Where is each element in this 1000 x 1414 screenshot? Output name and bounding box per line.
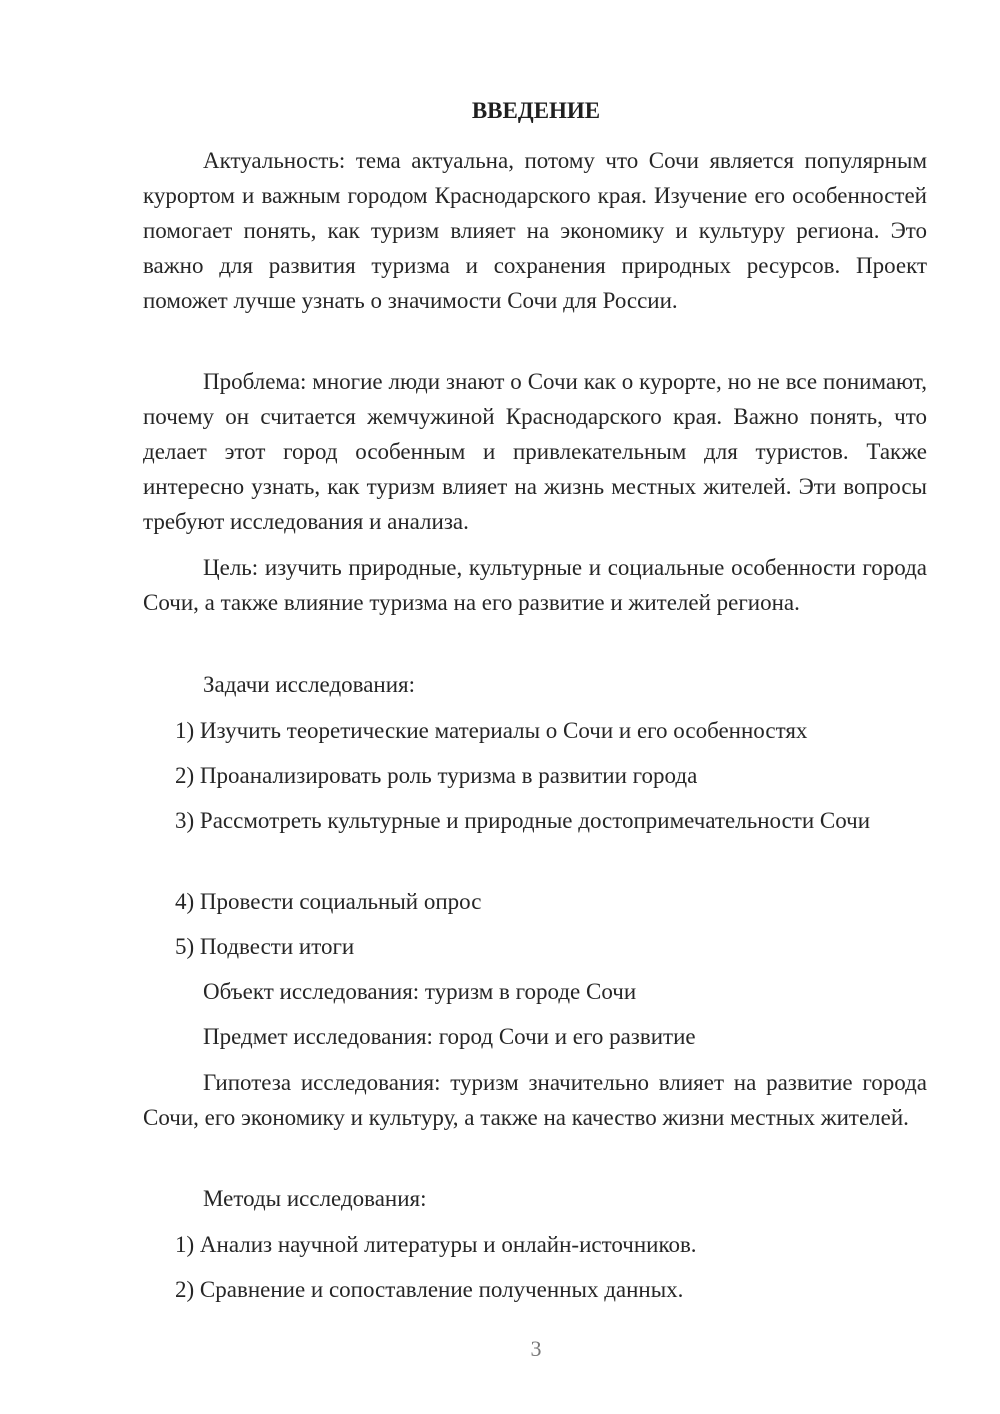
paragraph-object: Объект исследования: туризм в городе Сочи xyxy=(203,979,637,1004)
list-item-method-2: 2) Сравнение и сопоставление полученных данных. xyxy=(175,1277,684,1302)
list-item-method-1: 1) Анализ научной литературы и онлайн-источников. xyxy=(175,1232,697,1257)
paragraph-problem: Проблема: многие люди знают о Сочи как о курорте, но не все понимают, почему он считается жемчужиной Краснодарского края. Важно понять, что делает этот город особенным и привлекательным для туристов. Также интересно узнать, как туризм влияет на жизнь местных жителей. Эти вопросы требуют исследования и анализа. xyxy=(143,369,927,534)
list-item-task-2: 2) Проанализировать роль туризма в развитии города xyxy=(175,763,698,788)
paragraph-hypothesis: Гипотеза исследования: туризм значительно влияет на развитие города Сочи, его экономику и культуру, а также на качество жизни местных жителей. xyxy=(143,1070,927,1130)
list-item-task-3: 3) Рассмотреть культурные и природные достопримечательности Сочи xyxy=(175,808,871,833)
paragraph-relevance: Актуальность: тема актуальна, потому что Сочи является популярным курортом и важным городом Краснодарского края. Изучение его особенностей помогает понять, как туризм влияет на экономику и культуру региона. Это важно для развития туризма и сохранения природных ресурсов. Проект поможет лучше узнать о значимости Сочи для России. xyxy=(143,148,927,313)
list-item-task-5: 5) Подвести итоги xyxy=(175,934,355,959)
paragraph-subject: Предмет исследования: город Сочи и его развитие xyxy=(203,1024,696,1049)
list-item-task-1: 1) Изучить теоретические материалы о Сочи и его особенностях xyxy=(175,718,808,743)
paragraph-goal: Цель: изучить природные, культурные и социальные особенности города Сочи, а также влияние туризма на его развитие и жителей региона. xyxy=(143,555,927,615)
paragraph-methods-heading: Методы исследования: xyxy=(203,1186,427,1211)
section-title: ВВЕДЕНИЕ xyxy=(471,98,601,123)
paragraph-tasks-heading: Задачи исследования: xyxy=(203,672,416,697)
page-number: 3 xyxy=(530,1336,542,1361)
list-item-task-4: 4) Провести социальный опрос xyxy=(175,889,482,914)
